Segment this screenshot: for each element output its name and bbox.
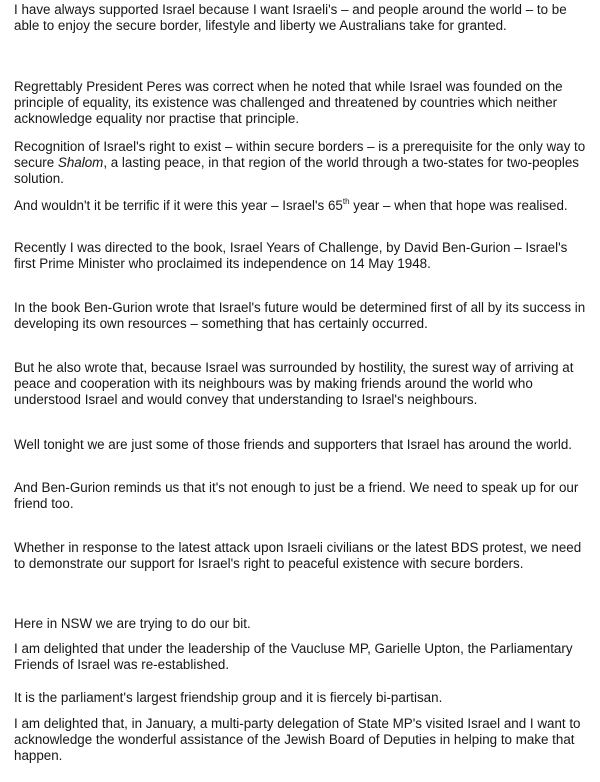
- paragraph-hostility: But he also wrote that, because Israel was surrounded by hostility, the surest way of arriving at peace and cooperation with its neighbours was by making friends around the world who understood Israel and would convey that understanding to Israel's neighbours.: [14, 360, 574, 407]
- paragraph-vaucluse: I am delighted that under the leadership of the Vaucluse MP, Garielle Upton, the Parliamentary Friends of Israel was re-established.: [14, 641, 573, 672]
- ordinal-superscript: th: [342, 196, 350, 206]
- paragraph-resources: In the book Ben-Gurion wrote that Israel's future would be determined first of all by its success in developing its own resources – something that has certainly occurred.: [14, 300, 586, 331]
- paragraph-recognition: [14, 139, 586, 187]
- paragraph-speak-up: And Ben-Gurion reminds us that it's not enough to just be a friend. We need to speak up for our friend too.: [14, 480, 579, 511]
- paragraph-bds: Whether in response to the latest attack upon Israeli civilians or the latest BDS protest, we need to demonstrate our support for Israel's right to peaceful existence with secure borders.: [14, 540, 582, 571]
- paragraph-friendship-group: It is the parliament's largest friendship group and it is fiercely bi-partisan.: [14, 690, 443, 705]
- paragraph-support: I have always supported Israel because I want Israeli's – and people around the world – to be able to enjoy the secure border, lifestyle and liberty we Australians take for granted.: [14, 2, 567, 33]
- paragraph-delegation: I am delighted that, in January, a multi-party delegation of State MP's visited Israel and I want to acknowledge the wonderful assistance of the Jewish Board of Deputies in helping to make that happen.: [14, 716, 581, 763]
- paragraph-65th-text-1: And wouldn't it be terrific if it were this year – Israel's 65: [14, 198, 343, 213]
- paragraph-friends: Well tonight we are just some of those friends and supporters that Israel has around the world.: [14, 437, 572, 452]
- paragraph-recognition-text-2: , a lasting peace, in that region of the world through a two-states for two-peoples solution.: [14, 155, 579, 186]
- paragraph-65th-year: [14, 198, 586, 214]
- paragraph-65th-text-2: year – when that hope was realised.: [349, 198, 568, 213]
- paragraph-nsw: Here in NSW we are trying to do our bit.: [14, 616, 251, 631]
- shalom-italic: Shalom: [57, 155, 104, 170]
- paragraph-recognition-text-1: Recognition of Israel's right to exist – within secure borders – is a prerequisite for the only way to secure: [14, 139, 586, 170]
- paragraph-peres: Regrettably President Peres was correct when he noted that while Israel was founded on the principle of equality, its existence was challenged and threatened by countries which neither acknowledge equality nor practise that principle.: [14, 79, 563, 126]
- paragraph-book: Recently I was directed to the book, Israel Years of Challenge, by David Ben-Gurion – Israel's first Prime Minister who proclaimed its independence on 14 May 1948.: [14, 240, 568, 271]
